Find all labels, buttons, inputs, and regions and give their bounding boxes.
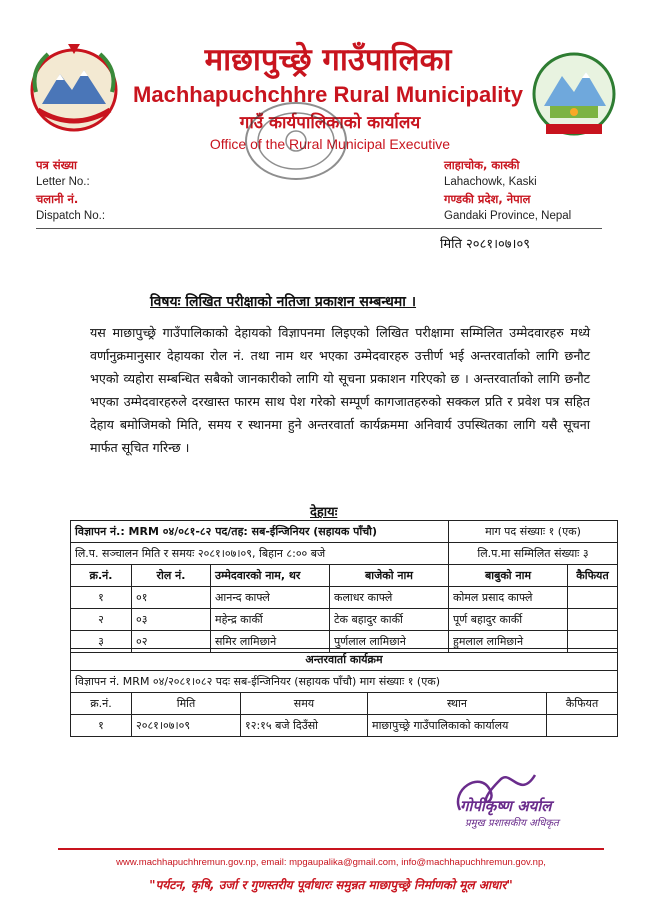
dispatch-no-label-nepali: चलानी नं. xyxy=(36,192,79,206)
table-cell: १ xyxy=(71,715,132,737)
table-row xyxy=(71,649,618,671)
column-header: मिति xyxy=(132,693,241,715)
table-row xyxy=(71,587,618,609)
dehay-label: देहायः xyxy=(310,505,338,520)
place-english: Lahachowk, Kaski xyxy=(444,176,537,188)
table-row xyxy=(71,521,618,543)
interview-title: अन्तरवार्ता कार्यक्रम xyxy=(71,649,618,671)
table-cell: ३ xyxy=(71,631,132,653)
table-cell: १२:१५ बजे दिउँसो xyxy=(241,715,368,737)
official-stamp xyxy=(236,96,356,186)
letter-no-label-nepali: पत्र संख्या xyxy=(36,158,78,172)
office-name-english: Office of the Rural Municipal Executive xyxy=(209,136,451,152)
column-header: रोल नं. xyxy=(132,565,211,587)
table-cell xyxy=(568,609,618,631)
subject-line: विषयः लिखित परीक्षाको नतिजा प्रकाशन सम्बन्धमा । xyxy=(150,294,417,310)
advertisement-info: विज्ञापन नं.: MRM ०४/०८१-८२ पद/तह: सब-ईन्जिनियर (सहायक पाँचौ) xyxy=(71,521,449,543)
demand-count: माग पद संख्याः १ (एक) xyxy=(449,521,618,543)
table-header-row xyxy=(71,565,618,587)
letter-metadata xyxy=(36,157,105,225)
table-cell: समिर लामिछाने xyxy=(211,631,330,653)
table-cell: कलाधर काफ्ले xyxy=(330,587,449,609)
column-header: स्थान xyxy=(368,693,547,715)
table-cell xyxy=(547,715,618,737)
column-header: क्र.नं. xyxy=(71,693,132,715)
municipality-title-nepali: माछापुच्छ्रे गाउँपालिका xyxy=(204,42,452,78)
signatory-name: गोपीकृष्ण अर्याल xyxy=(460,797,552,815)
table-cell: महेन्द्र कार्की xyxy=(211,609,330,631)
footer-divider xyxy=(58,848,604,850)
signatory-title: प्रमुख प्रशासकीय अधिकृत xyxy=(465,818,559,829)
table-cell: आनन्द काफ्ले xyxy=(211,587,330,609)
notice-body: यस माछापुच्छ्रे गाउँपालिकाको देहायको विज्ञापनमा लिइएको लिखित परीक्षामा सम्मिलित उम्मेदवारहरु मध्ये वर्णानुक्रमानुसार देहायका रोल नं. तथा नाम थर भएका उम्मेदवारहरु उत्तीर्ण भई अन्तरवार्ताको लागि छनौट भएको व्यहोरा सम्बन्धित सबैको जानकारीको लागि यो सूचना प्रकाशन गरिएको छ । अन्तरवार्ताको लागि छनौट भएका उम्मेदवारहरुले दरखास्त फारम साथ पेश गरेको सम्पूर्ण कागजातहरुको सक्कल प्रति र प्रवेश पत्र सहित देहाय बमोजिमको मिति, समय र स्थानमा हुने अन्तरवार्ता कार्यक्रममा अनिवार्य उपस्थितका लागि यसै सूचना मार्फत सूचित गरिन्छ । xyxy=(90,325,590,455)
table-row xyxy=(71,609,618,631)
letter-date: मिति २०८१।०७।०९ xyxy=(440,237,530,252)
table-cell: ०३ xyxy=(132,609,211,631)
place-nepali: लाहाचोक, कास्की xyxy=(444,158,520,172)
table-cell: कोमल प्रसाद काफ्ले xyxy=(449,587,568,609)
interview-advertisement-info: विज्ञापन नं. MRM ०४/२०८१।०८२ पदः सब-ईन्जिनियर (सहायक पाँचौ) माग संख्याः १ (एक) xyxy=(71,671,618,693)
municipality-logo xyxy=(528,50,620,142)
table-cell: १ xyxy=(71,587,132,609)
office-name-nepali: गाउँ कार्यपालिकाको कार्यालय xyxy=(239,113,421,133)
table-cell: हुमलाल लामिछाने xyxy=(449,631,568,653)
interview-schedule-table xyxy=(70,648,618,737)
province-nepali: गण्डकी प्रदेश, नेपाल xyxy=(444,192,531,206)
table-cell: पूर्ण बहादुर कार्की xyxy=(449,609,568,631)
table-cell: पुर्णलाल लामिछाने xyxy=(330,631,449,653)
table-cell: २०८१।०७।०९ xyxy=(132,715,241,737)
table-header-row xyxy=(71,693,618,715)
exam-result-table xyxy=(70,520,618,653)
dispatch-no-label-english: Dispatch No.: xyxy=(36,210,106,222)
column-header: क्र.नं. xyxy=(71,565,132,587)
column-header: उम्मेदवारको नाम, थर xyxy=(211,565,330,587)
letter-no-label-english: Letter No.: xyxy=(36,176,90,188)
header-divider xyxy=(36,228,602,229)
table-cell: ०१ xyxy=(132,587,211,609)
table-cell: टेक बहादुर कार्की xyxy=(330,609,449,631)
exam-schedule-info: लि.प. सञ्चालन मिति र समयः २०८१।०७।०९, बिहान ८:०० बजे xyxy=(71,543,449,565)
table-cell: २ xyxy=(71,609,132,631)
nepal-emblem-logo xyxy=(28,40,120,136)
column-header: कैफियत xyxy=(568,565,618,587)
table-cell: ०२ xyxy=(132,631,211,653)
footer-slogan: "पर्यटन, कृषि, उर्जा र गुणस्तरीय पूर्वाधारः समुन्नत माछापुच्छ्रे निर्माणको मूल आधार" xyxy=(149,878,513,892)
column-header: समय xyxy=(241,693,368,715)
column-header: बाबुको नाम xyxy=(449,565,568,587)
table-cell xyxy=(568,587,618,609)
table-cell: माछापुच्छ्रे गाउँपालिकाको कार्यालय xyxy=(368,715,547,737)
province-english: Gandaki Province, Nepal xyxy=(444,210,572,222)
table-row xyxy=(71,543,618,565)
column-header: बाजेको नाम xyxy=(330,565,449,587)
table-row xyxy=(71,671,618,693)
municipality-title-english: Machhapuchchhre Rural Municipality xyxy=(133,82,523,107)
appeared-count: लि.प.मा सम्मिलित संख्याः ३ xyxy=(449,543,618,565)
table-row xyxy=(71,715,618,737)
column-header: कैफियत xyxy=(547,693,618,715)
office-address xyxy=(444,157,571,225)
footer-contact: www.machhapuchhremun.gov.np, email: mpgaupalika@gmail.com, info@machhapuchhremun.gov.np, xyxy=(116,857,546,868)
